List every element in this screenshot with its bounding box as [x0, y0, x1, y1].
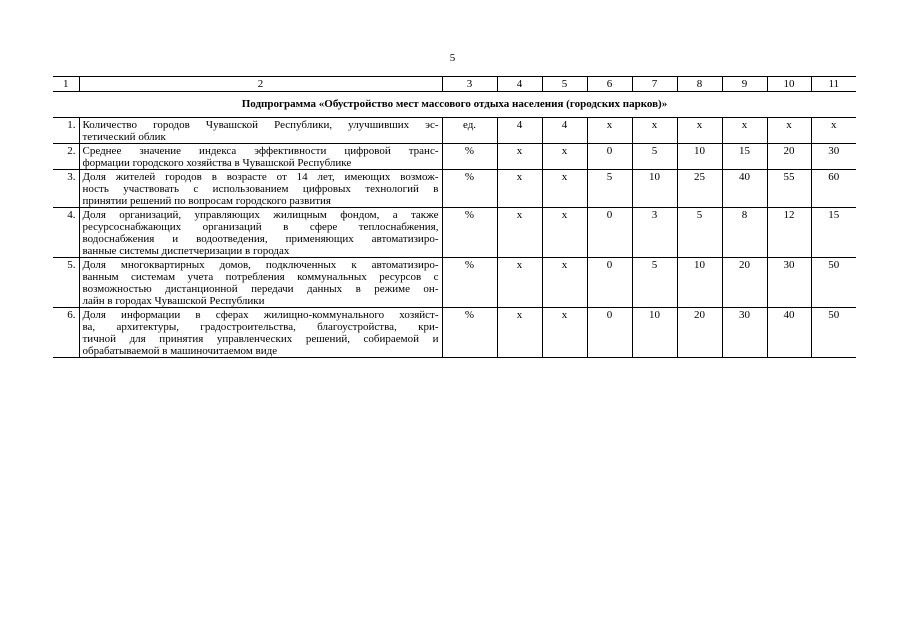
table-row [53, 118, 856, 144]
indicator-name [79, 118, 442, 144]
header-cell-1: 1 [53, 77, 79, 92]
value-cell: х [587, 118, 632, 144]
table-row [53, 208, 856, 258]
indicator-name [79, 208, 442, 258]
value-cell: 0 [587, 258, 632, 308]
indicator-name-line: обрабатываемой в машиночитаемом виде [82, 345, 278, 357]
subprogram-title: Подпрограмма «Обустройство мест массового отдыха населения (городских парков)» [241, 98, 668, 110]
value-cell: 0 [587, 144, 632, 170]
value-cell: х [542, 258, 587, 308]
indicator-name-line: Среднее значение индекса эффективности цифровой транс- [82, 145, 439, 157]
indicator-name-line: Доля информации в сферах жилищно-коммунального хозяйст- [82, 309, 439, 321]
indicator-name-line: возможностью дистанционной передачи данных в режиме он- [82, 283, 439, 295]
value-cell: х [632, 118, 677, 144]
value-cell: 30 [767, 258, 811, 308]
value-cell: х [677, 118, 722, 144]
value-cell: 10 [677, 258, 722, 308]
indicator-name [79, 144, 442, 170]
value-cell: 40 [722, 170, 767, 208]
indicator-name [79, 258, 442, 308]
value-cell: 50 [811, 308, 856, 358]
value-cell: 4 [497, 118, 542, 144]
unit-cell: % [442, 170, 497, 208]
indicator-name-line: тетический облик [82, 131, 166, 143]
value-cell: х [811, 118, 856, 144]
indicator-name-line: ванные системы диспетчеризации в городах [82, 245, 290, 257]
indicator-name-line: Доля организаций, управляющих жилищным фондом, а также [82, 209, 439, 221]
value-cell: 12 [767, 208, 811, 258]
table-header-row [53, 77, 856, 92]
value-cell: 5 [632, 258, 677, 308]
value-cell: 10 [677, 144, 722, 170]
value-cell: 8 [722, 208, 767, 258]
unit-cell: % [442, 308, 497, 358]
table-row [53, 258, 856, 308]
value-cell: 20 [767, 144, 811, 170]
table-row [53, 170, 856, 208]
indicator-name-line: Доля жителей городов в возрасте от 14 лет, имеющих возмож- [82, 171, 439, 183]
indicators-table [53, 76, 856, 358]
value-cell: 20 [677, 308, 722, 358]
row-number: 4. [53, 208, 79, 258]
value-cell: х [497, 308, 542, 358]
value-cell: х [497, 258, 542, 308]
value-cell: х [497, 208, 542, 258]
indicator-name-line: формации городского хозяйства в Чувашской Республике [82, 157, 352, 169]
row-number: 2. [53, 144, 79, 170]
value-cell: 15 [811, 208, 856, 258]
value-cell: х [722, 118, 767, 144]
indicator-name-line: ва, архитектуры, градостроительства, благоустройства, кри- [82, 321, 439, 333]
value-cell: 5 [677, 208, 722, 258]
header-cell-5: 5 [542, 77, 587, 92]
page-number: 5 [449, 52, 456, 64]
value-cell: 15 [722, 144, 767, 170]
value-cell: х [542, 208, 587, 258]
header-cell-4: 4 [497, 77, 542, 92]
unit-cell: ед. [442, 118, 497, 144]
indicator-name-line: Доля многоквартирных домов, подключенных к автоматизиро- [82, 259, 439, 271]
value-cell: 0 [587, 208, 632, 258]
value-cell: 10 [632, 170, 677, 208]
header-cell-9: 9 [722, 77, 767, 92]
header-cell-7: 7 [632, 77, 677, 92]
unit-cell: % [442, 208, 497, 258]
value-cell: 60 [811, 170, 856, 208]
unit-cell: % [442, 258, 497, 308]
value-cell: 10 [632, 308, 677, 358]
value-cell: 30 [722, 308, 767, 358]
value-cell: 30 [811, 144, 856, 170]
value-cell: 25 [677, 170, 722, 208]
header-cell-10: 10 [767, 77, 811, 92]
value-cell: х [542, 308, 587, 358]
row-number: 3. [53, 170, 79, 208]
indicator-name-line: тичной для принятия управленческих решений, собираемой и [82, 333, 439, 345]
value-cell: 3 [632, 208, 677, 258]
indicator-name-line: Количество городов Чувашской Республики, улучшивших эс- [82, 119, 439, 131]
table-row [53, 308, 856, 358]
value-cell: 20 [722, 258, 767, 308]
indicator-name [79, 308, 442, 358]
value-cell: 0 [587, 308, 632, 358]
indicator-name-line: водоснабжения и водоотведения, применяющих автоматизиро- [82, 233, 439, 245]
value-cell: х [497, 170, 542, 208]
indicator-name-line: ность участвовать с использованием цифровых технологий в [82, 183, 439, 195]
row-number: 6. [53, 308, 79, 358]
value-cell: х [542, 144, 587, 170]
value-cell: х [542, 170, 587, 208]
header-cell-11: 11 [811, 77, 856, 92]
row-number: 1. [53, 118, 79, 144]
indicator-name-line: лайн в городах Чувашской Республики [82, 295, 265, 307]
header-cell-8: 8 [677, 77, 722, 92]
table-row [53, 144, 856, 170]
header-cell-3: 3 [442, 77, 497, 92]
row-number: 5. [53, 258, 79, 308]
indicator-name [79, 170, 442, 208]
value-cell: 5 [632, 144, 677, 170]
value-cell: х [497, 144, 542, 170]
header-cell-6: 6 [587, 77, 632, 92]
value-cell: 4 [542, 118, 587, 144]
value-cell: 5 [587, 170, 632, 208]
value-cell: 55 [767, 170, 811, 208]
unit-cell: % [442, 144, 497, 170]
value-cell: х [767, 118, 811, 144]
indicator-name-line: принятии решений по вопросам городского развития [82, 195, 331, 207]
subprogram-row [53, 92, 856, 118]
value-cell: 40 [767, 308, 811, 358]
indicator-name-line: ванным системам учета потребления коммунальных ресурсов с [82, 271, 439, 283]
indicator-name-line: ресурсоснабжающих организаций в сфере теплоснабжения, [82, 221, 439, 233]
value-cell: 50 [811, 258, 856, 308]
header-cell-2: 2 [79, 77, 442, 92]
